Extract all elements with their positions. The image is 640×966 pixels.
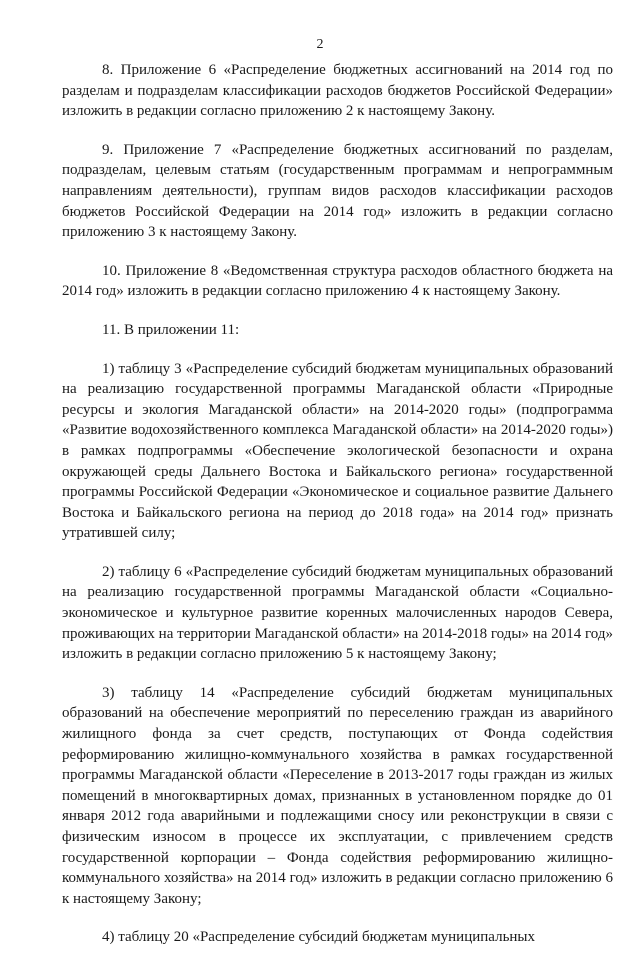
subitem-4-table-20: 4) таблицу 20 «Распределение субсидий бюджетам муниципальных: [102, 929, 536, 946]
subitem-3-table-14: 3) таблицу 14 «Распределение субсидий бюджетам муниципальных образований на обеспечение мероприятий по переселению граждан из аварийного жилищного фонда за счет средств, поступающих от Фонда содействия реформированию жилищно-коммунального хозяйства в рамках государственной программы Магаданской области «Переселение в 2013-2017 годы граждан из жилых помещений в многоквартирных домах, признанных в установленном порядке до 01 января 2012 года аварийными и подлежащими сносу или реконструкции в связи с физическим износом в процессе их эксплуатации, с привлечением средств государственной корпорации – Фонда содействия реформированию жилищно-коммунального хозяйства» на 2014 год» изложить в редакции согласно приложению 6 к настоящему Закону;: [62, 684, 613, 907]
page-number: 2: [316, 37, 324, 52]
subitem-2-table-6: 2) таблицу 6 «Распределение субсидий бюджетам муниципальных образований на реализацию государственной программы Магаданской области «Социально-экономическое и культурное развитие коренных малочисленных народов Севера, проживающих на территории Магаданской области» на 2014-2018 годы» на 2014 год» изложить в редакции согласно приложению 5 к настоящему Закону;: [62, 563, 613, 663]
paragraph-item-10: 10. Приложение 8 «Ведомственная структура расходов областного бюджета на 2014 год» изложить в редакции согласно приложению 4 к настоящему Закону.: [62, 262, 613, 300]
paragraph-item-9: 9. Приложение 7 «Распределение бюджетных ассигнований по разделам, подразделам, целевым статьям (государственным программам и непрограммным направлениям деятельности), группам видов расходов классификации расходов бюджетов Российской Федерации на 2014 год» изложить в редакции согласно приложению 3 к настоящему Закону.: [62, 141, 613, 241]
document-body: [62, 60, 613, 966]
paragraph-item-8: 8. Приложение 6 «Распределение бюджетных ассигнований на 2014 год по разделам и подразделам классификации расходов бюджетов Российской Федерации» изложить в редакции согласно приложению 2 к настоящему Закону.: [62, 62, 613, 120]
paragraph-item-11: 11. В приложении 11:: [102, 321, 240, 338]
subitem-1-table-3: 1) таблицу 3 «Распределение субсидий бюджетам муниципальных образований на реализацию государственной программы Магаданской области «Природные ресурсы и экология Магаданской области» на 2014-2020 годы» (подпрограмма «Развитие водохозяйственного комплекса Магаданской области» на 2014-2020 годы») в рамках подпрограммы «Обеспечение экологической безопасности и охрана окружающей среды Дальнего Востока и Байкальского региона» государственной программы Российской Федерации «Экономическое и социальное развитие Дальнего Востока и Байкальского региона на период до 2018 года» на 2014 год» признать утратившей силу;: [62, 360, 613, 542]
